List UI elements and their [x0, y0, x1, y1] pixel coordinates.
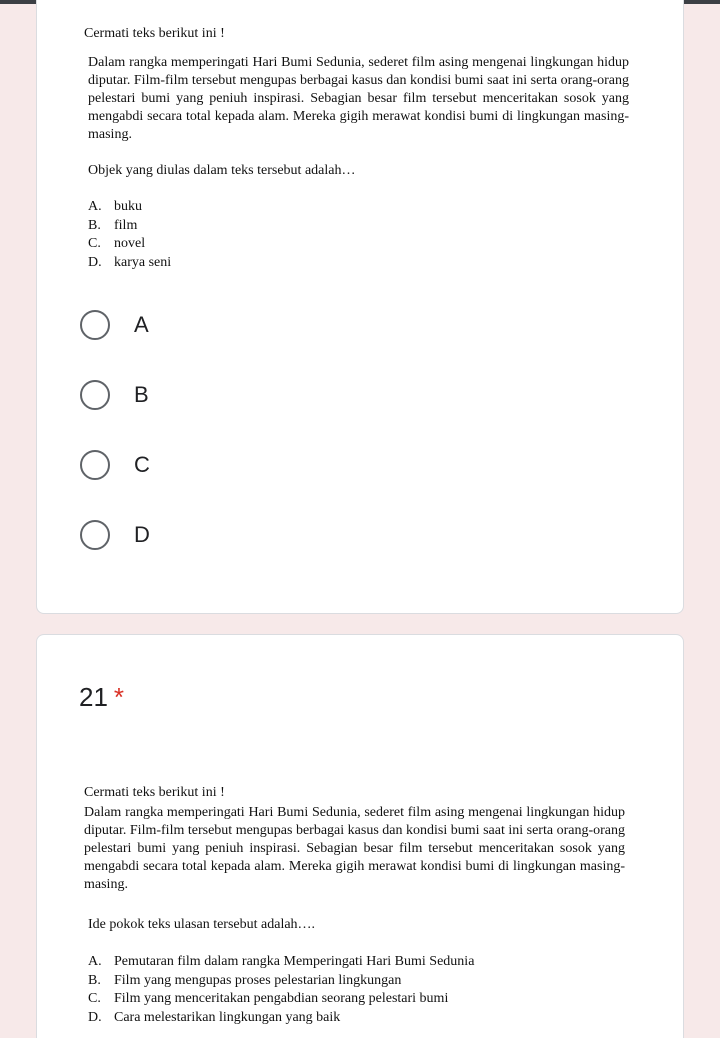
radio-circle-icon[interactable] [80, 520, 110, 550]
option-item: C. Film yang menceritakan pengabdian seorang pelestari bumi [88, 991, 449, 1006]
radio-circle-icon[interactable] [80, 380, 110, 410]
question-intro: Cermati teks berikut ini ! [84, 26, 225, 41]
question-intro: Cermati teks berikut ini ! [84, 785, 225, 800]
question-number: 21 * [79, 682, 125, 712]
option-item: A. buku [88, 199, 142, 214]
radio-choice-c[interactable]: C [78, 447, 150, 483]
radio-choice-a[interactable]: A [78, 307, 149, 343]
answer-option-list [88, 198, 171, 272]
radio-circle-icon[interactable] [80, 450, 110, 480]
option-item: D. karya seni [88, 254, 172, 270]
question-prompt: Objek yang diulas dalam teks tersebut adalah… [88, 163, 356, 178]
question-prompt: Ide pokok teks ulasan tersebut adalah…. [88, 917, 316, 932]
question-passage: Dalam rangka memperingati Hari Bumi Sedunia, sederet film asing mengenai lingkungan hidup diputar. Film-film tersebut mengupas berbagai kasus dan kondisi bumi saat ini serta orang-orang pelestari bumi yang peniuh inspirasi. Sebagian besar film tersebut menceritakan sosok yang mengabdi secara total kepada alam. Mereka gigih merawat kondisi bumi di lingkungan masing-masing. [84, 805, 625, 892]
question-passage: Dalam rangka memperingati Hari Bumi Sedunia, sederet film asing mengenai lingkungan hidup diputar. Film-film tersebut mengupas berbagai kasus dan kondisi bumi saat ini serta orang-orang pelestari bumi yang peniuh inspirasi. Sebagian besar film tersebut menceritakan sosok yang mengabdi secara total kepada alam. Mereka gigih merawat kondisi bumi di lingkungan masing-masing. [88, 55, 629, 142]
option-item: B. Film yang mengupas proses pelestarian lingkungan [88, 972, 402, 988]
option-item: C. novel [88, 236, 146, 251]
required-asterisk: * [113, 682, 125, 712]
radio-choice-d[interactable]: D [78, 517, 150, 553]
radio-choice-b[interactable]: B [78, 377, 149, 413]
answer-option-list [88, 953, 474, 1027]
option-item: B. film [88, 217, 138, 233]
radio-circle-icon[interactable] [80, 310, 110, 340]
option-item: D. Cara melestarikan lingkungan yang baik [88, 1009, 341, 1025]
option-item: A. Pemutaran film dalam rangka Memperingati Hari Bumi Sedunia [88, 954, 475, 969]
